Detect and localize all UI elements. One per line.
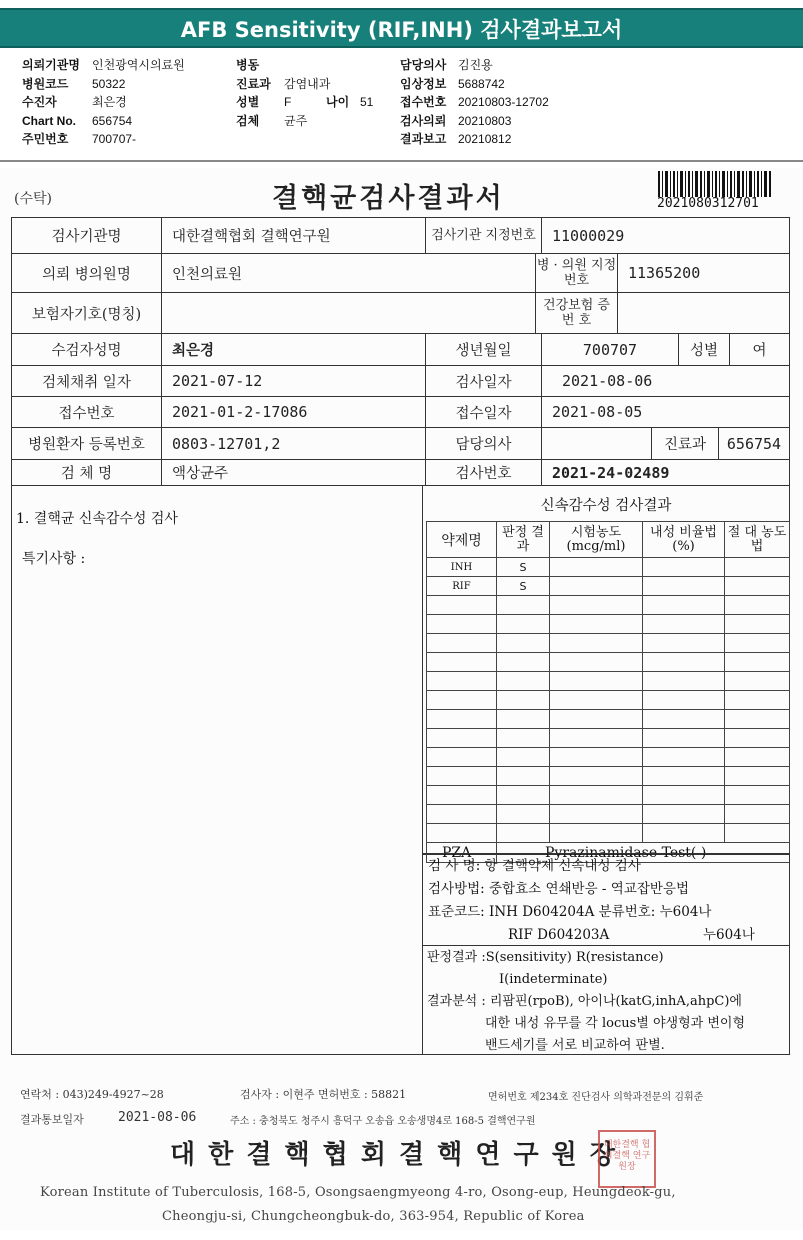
method-line-code: 표준코드: INH D604204A 분류번호: 누604나 bbox=[428, 904, 712, 920]
drug-inh: INH bbox=[427, 558, 497, 577]
address: 주소 : 충청북도 청주시 흥덕구 오송읍 오송생명4로 168-5 결핵연구원 bbox=[230, 1116, 536, 1127]
abs-inh bbox=[725, 558, 790, 577]
request-value: 20210803 bbox=[458, 113, 512, 128]
sex-value: F bbox=[284, 95, 292, 109]
reg-no-value: 0803-12701,2 bbox=[161, 427, 426, 460]
lab-label: 검사기관명 bbox=[11, 217, 162, 254]
test-date-value: 2021-08-06 bbox=[541, 365, 790, 397]
english-address-line1: Korean Institute of Tuberculosis, 168-5, Osongsaengmyeong 4-ro, Osong-eup, Heungdeok-gu, bbox=[40, 1185, 676, 1200]
dept-value2: 656754 bbox=[718, 427, 790, 460]
tester: 검사자 : 이현주 면허번호 : 58821 bbox=[240, 1088, 407, 1101]
header-result: 판정 결과 bbox=[497, 522, 550, 558]
hospital-code-label: 병원코드 bbox=[22, 76, 69, 91]
receipt-date-label: 접수일자 bbox=[425, 396, 542, 428]
result-table bbox=[426, 521, 790, 863]
remarks-label: 특기사항 : bbox=[22, 551, 86, 567]
insurance-value bbox=[161, 292, 536, 334]
drug-rif: RIF bbox=[427, 577, 497, 596]
judgement-text bbox=[427, 947, 745, 1057]
english-address-line2: Cheongju-si, Chungcheongbuk-do, 363-954, Republic of Korea bbox=[162, 1209, 585, 1224]
document-title: 결핵균검사결과서 bbox=[272, 183, 505, 214]
header-col2 bbox=[236, 56, 373, 130]
patient-name-label: 수검자성명 bbox=[11, 333, 162, 366]
sex-label2: 성별 bbox=[678, 333, 730, 366]
analysis-line3: 밴드세기를 서로 비교하여 판별. bbox=[485, 1038, 665, 1053]
sex-value2: 여 bbox=[729, 333, 790, 366]
dept-value: 감염내과 bbox=[284, 76, 331, 91]
method-line-rif: RIF D604203A bbox=[508, 927, 610, 943]
organization-name: 대 한 결 핵 협 회 결 핵 연 구 원 장 bbox=[170, 1140, 617, 1170]
resident-no-label: 주민번호 bbox=[22, 132, 69, 146]
barcode-icon bbox=[658, 171, 772, 197]
patient-label: 수진자 bbox=[22, 95, 57, 109]
receipt-tag: (수탁) bbox=[14, 191, 52, 207]
judgement-indeterminate: I(indeterminate) bbox=[499, 972, 608, 987]
result-rif: S bbox=[497, 577, 550, 596]
abs-rif bbox=[725, 577, 790, 596]
hospital-name-label: 의뢰 병의원명 bbox=[11, 253, 162, 293]
header-col1 bbox=[22, 56, 185, 149]
chart-no-value: 656754 bbox=[92, 113, 133, 128]
hospital-code-value: 50322 bbox=[92, 76, 126, 91]
pza-text: Pyrazinamidase Test( ) bbox=[497, 843, 790, 863]
age-value: 51 bbox=[360, 95, 374, 109]
license: 면허번호 제234호 진단검사 의학과전문의 김휘준 bbox=[488, 1092, 704, 1103]
dept-label2: 진료과 bbox=[651, 427, 719, 460]
specimen-name-value: 액상균주 bbox=[161, 459, 426, 486]
method-line-method: 검사방법: 중합효소 연쇄반응 - 역교잡반응법 bbox=[428, 881, 690, 897]
clinical-label: 임상정보 bbox=[400, 76, 447, 91]
receipt-date-value: 2021-08-05 bbox=[541, 396, 790, 428]
lab-code-label: 검사기관 지정번호 bbox=[425, 217, 542, 254]
report-title: AFB Sensitivity (RIF,INH) 검사결과보고서 bbox=[0, 8, 803, 48]
receipt-no-label: 접수번호 bbox=[11, 396, 162, 428]
official-seal-icon: 대한결핵 협회결핵 연구원장 bbox=[598, 1130, 656, 1188]
test-no-label: 검사번호 bbox=[425, 459, 542, 486]
collect-date-value: 2021-07-12 bbox=[161, 365, 426, 397]
notify-date: 2021-08-06 bbox=[118, 1110, 197, 1125]
birth-label: 생년월일 bbox=[425, 333, 542, 366]
reg-no-label: 병원환자 등록번호 bbox=[11, 427, 162, 460]
doctor-label: 담당의사 bbox=[400, 58, 447, 72]
notify-label: 결과통보일자 bbox=[20, 1113, 84, 1126]
doctor-label2: 담당의사 bbox=[425, 427, 542, 460]
insurance-label: 보험자기호(명칭) bbox=[11, 292, 162, 334]
sex-label: 성별 bbox=[236, 95, 260, 109]
analysis-line2: 대한 내성 유무를 각 locus별 야생형과 변이형 bbox=[485, 1016, 746, 1031]
accession-value: 20210803-12702 bbox=[458, 95, 549, 109]
header-proportion: 내성 비율법(%) bbox=[643, 522, 725, 558]
divider bbox=[0, 160, 803, 162]
lab-code-value: 11000029 bbox=[541, 217, 790, 254]
header-drug: 약제명 bbox=[427, 522, 497, 558]
test-date-label: 검사일자 bbox=[425, 365, 542, 397]
table-row bbox=[427, 577, 790, 596]
analysis-line1: 결과분석 : 리팜핀(rpoB), 아이나(katG,inhA,ahpC)에 bbox=[427, 994, 742, 1009]
specimen-value: 균주 bbox=[284, 113, 308, 128]
hospital-name-value: 인천의료원 bbox=[161, 253, 536, 293]
hospital-label: 의뢰기관명 bbox=[22, 58, 80, 72]
result-inh: S bbox=[497, 558, 550, 577]
specimen-label: 검체 bbox=[236, 113, 260, 128]
age-label: 나이 bbox=[326, 95, 350, 109]
dept-label: 진료과 bbox=[236, 76, 271, 91]
prop-inh bbox=[643, 558, 725, 577]
patient-name-value: 최은경 bbox=[161, 333, 426, 366]
hospital-code-label2: 병 · 의원 지정번호 bbox=[535, 253, 618, 293]
conc-inh bbox=[550, 558, 643, 577]
lab-value: 대한결핵협회 결핵연구원 bbox=[161, 217, 426, 254]
request-label: 검사의뢰 bbox=[400, 113, 447, 128]
hospital-value: 인천광역시의료원 bbox=[92, 58, 185, 72]
method-text bbox=[428, 855, 755, 947]
conc-rif bbox=[550, 577, 643, 596]
accession-label: 접수번호 bbox=[400, 95, 447, 109]
remarks-box bbox=[11, 485, 423, 1055]
test-no-value: 2021-24-02489 bbox=[541, 459, 790, 486]
birth-value: 700707 bbox=[541, 333, 679, 366]
doctor-value2 bbox=[541, 427, 652, 460]
test-item: 1. 결핵균 신속감수성 검사 bbox=[16, 511, 178, 527]
doctor-value: 김진용 bbox=[458, 58, 493, 72]
patient-value: 최은경 bbox=[92, 95, 127, 109]
report-value: 20210812 bbox=[458, 132, 512, 146]
clinical-value: 5688742 bbox=[458, 76, 505, 91]
method-line-rif-code: 누604나 bbox=[703, 927, 755, 943]
receipt-no-value: 2021-01-2-17086 bbox=[161, 396, 426, 428]
health-label: 건강보험 증 번 호 bbox=[535, 292, 618, 334]
chart-no-label: Chart No. bbox=[22, 113, 76, 128]
table-row bbox=[427, 558, 790, 577]
health-value bbox=[617, 292, 790, 334]
result-title: 신속감수성 검사결과 bbox=[540, 498, 672, 514]
hospital-code-value2: 11365200 bbox=[617, 253, 790, 293]
collect-date-label: 검체채취 일자 bbox=[11, 365, 162, 397]
method-line-name: 검 사 명: 항 결핵약제 신속내성 검사 bbox=[428, 858, 641, 874]
barcode-number: 2021080312701 bbox=[657, 196, 759, 211]
report-label: 결과보고 bbox=[400, 132, 447, 146]
resident-no-value: 700707- bbox=[92, 132, 137, 146]
method-divider bbox=[422, 945, 790, 946]
prop-rif bbox=[643, 577, 725, 596]
ward-label: 병동 bbox=[236, 58, 260, 72]
pza-label: PZA bbox=[427, 843, 497, 863]
header-absolute: 절 대 농도법 bbox=[725, 522, 790, 558]
header-col3 bbox=[400, 56, 549, 149]
specimen-name-label: 검 체 명 bbox=[11, 459, 162, 486]
header-concentration: 시험농도 (mcg/ml) bbox=[550, 522, 643, 558]
judgement-line: 판정결과 :S(sensitivity) R(resistance) bbox=[427, 950, 664, 965]
contact: 연락처 : 043)249-4927~28 bbox=[20, 1088, 164, 1101]
